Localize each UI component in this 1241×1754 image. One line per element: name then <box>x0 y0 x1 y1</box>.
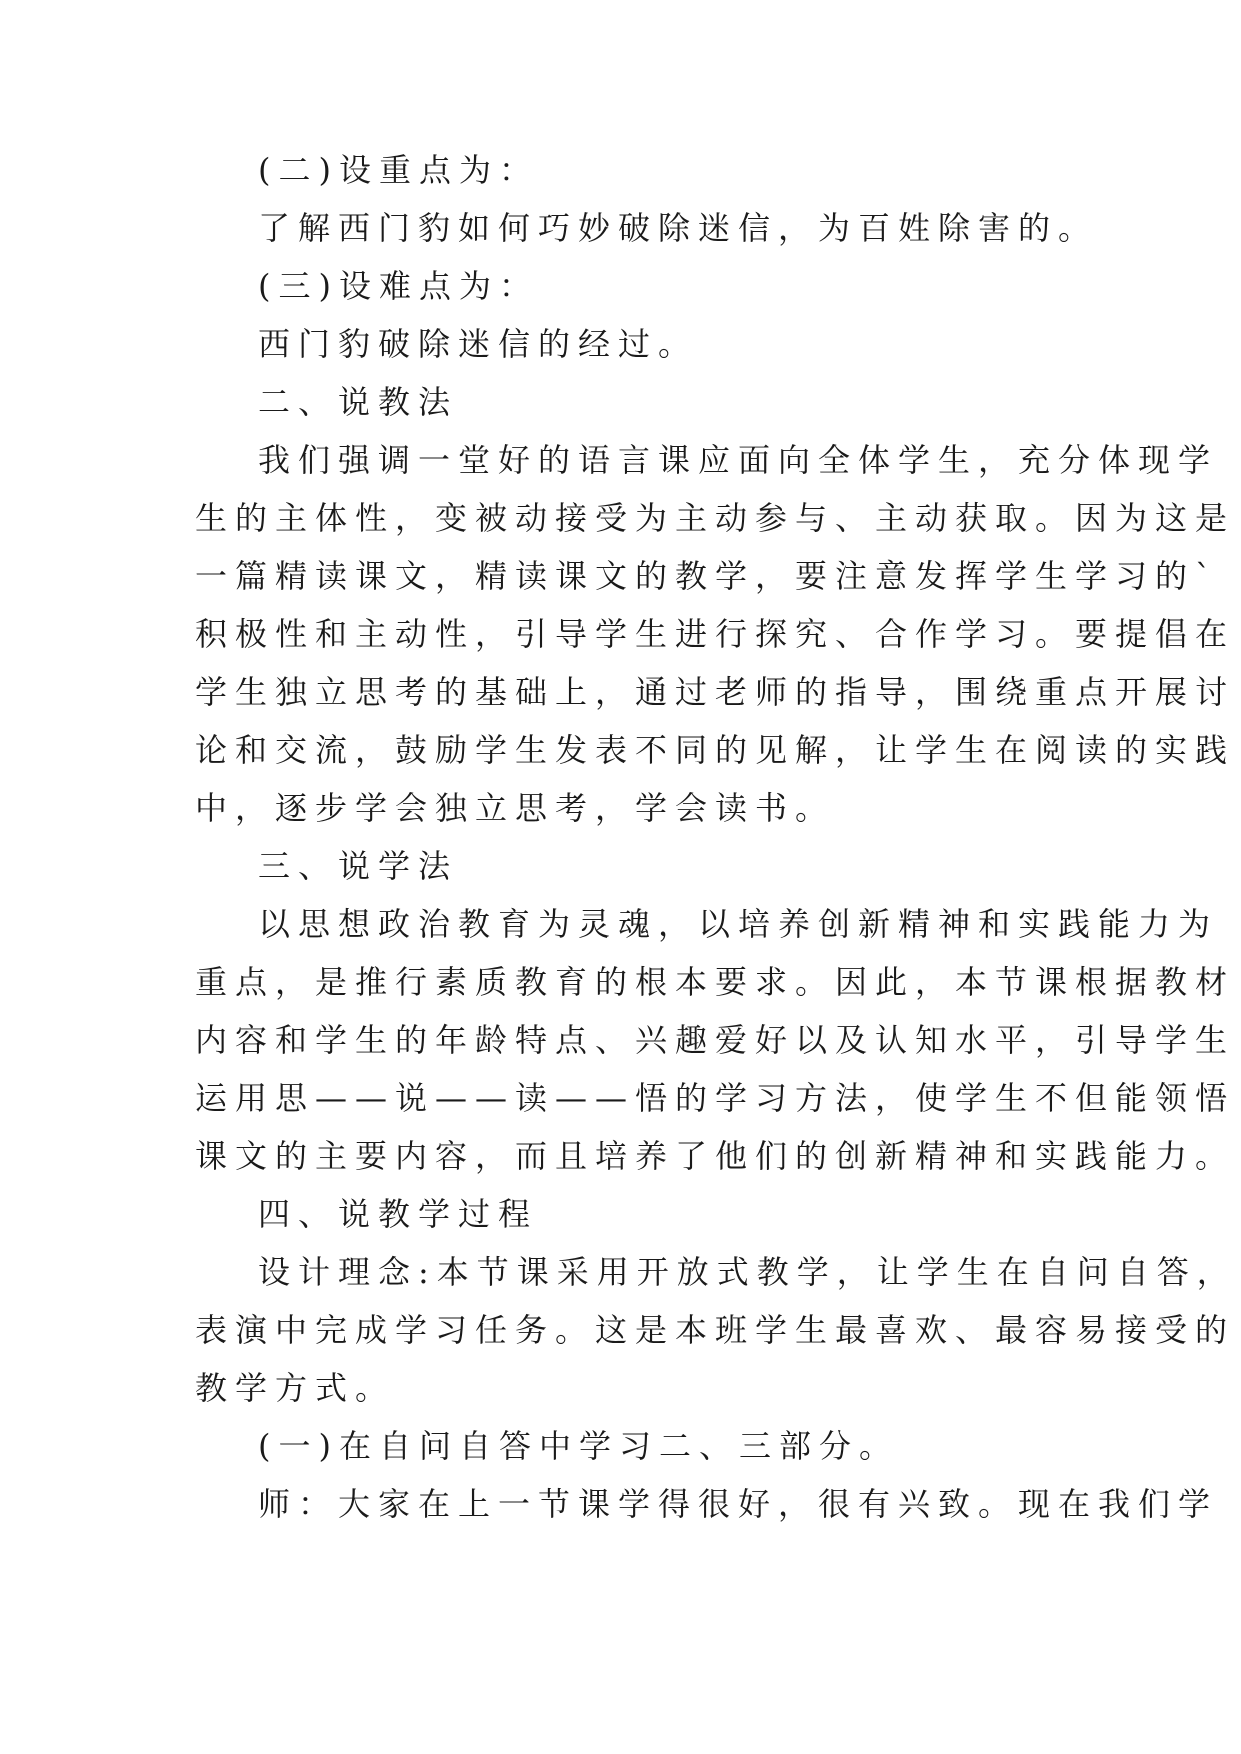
section-heading-learning-method: 三、说学法 <box>258 847 459 885</box>
paragraph-line: 论和交流，鼓励学生发表不同的见解，让学生在阅读的实践 <box>195 731 1236 769</box>
paragraph-line: 中，逐步学会独立思考，学会读书。 <box>195 789 836 827</box>
subsection-heading: (一)在自问自答中学习二、三部分。 <box>258 1427 899 1465</box>
section-heading-teaching-method: 二、说教法 <box>258 383 459 421</box>
paragraph-line: 积极性和主动性，引导学生进行探究、合作学习。要提倡在 <box>195 615 1236 653</box>
paragraph-line: 运用思——说——读——悟的学习方法，使学生不但能领悟 <box>195 1079 1236 1117</box>
paragraph-line: 一篇精读课文，精读课文的教学，要注意发挥学生学习的` <box>195 557 1220 595</box>
paragraph-line: 表演中完成学习任务。这是本班学生最喜欢、最容易接受的 <box>195 1311 1236 1349</box>
paragraph-line: 学生独立思考的基础上，通过老师的指导，围绕重点开展讨 <box>195 673 1236 711</box>
section-heading-teaching-process: 四、说教学过程 <box>258 1195 539 1233</box>
difficulty-heading: (三)设难点为： <box>258 267 539 305</box>
paragraph-line: 设计理念:本节课采用开放式教学，让学生在自问自答， <box>258 1253 1237 1291</box>
paragraph-line: 课文的主要内容，而且培养了他们的创新精神和实践能力。 <box>195 1137 1236 1175</box>
difficulty-text: 西门豹破除迷信的经过。 <box>258 325 699 363</box>
paragraph-line: 以思想政治教育为灵魂，以培养创新精神和实践能力为 <box>258 905 1219 943</box>
paragraph-line: 教学方式。 <box>195 1369 396 1407</box>
paragraph-line: 生的主体性，变被动接受为主动参与、主动获取。因为这是 <box>195 499 1236 537</box>
key-point-text: 了解西门豹如何巧妙破除迷信，为百姓除害的。 <box>258 209 1099 247</box>
paragraph-line: 重点，是推行素质教育的根本要求。因此，本节课根据教材 <box>195 963 1236 1001</box>
paragraph-line: 我们强调一堂好的语言课应面向全体学生，充分体现学 <box>258 441 1219 479</box>
key-point-heading: (二)设重点为： <box>258 151 539 189</box>
paragraph-line: 师：大家在上一节课学得很好，很有兴致。现在我们学 <box>258 1485 1219 1523</box>
paragraph-line: 内容和学生的年龄特点、兴趣爱好以及认知水平，引导学生 <box>195 1021 1236 1059</box>
